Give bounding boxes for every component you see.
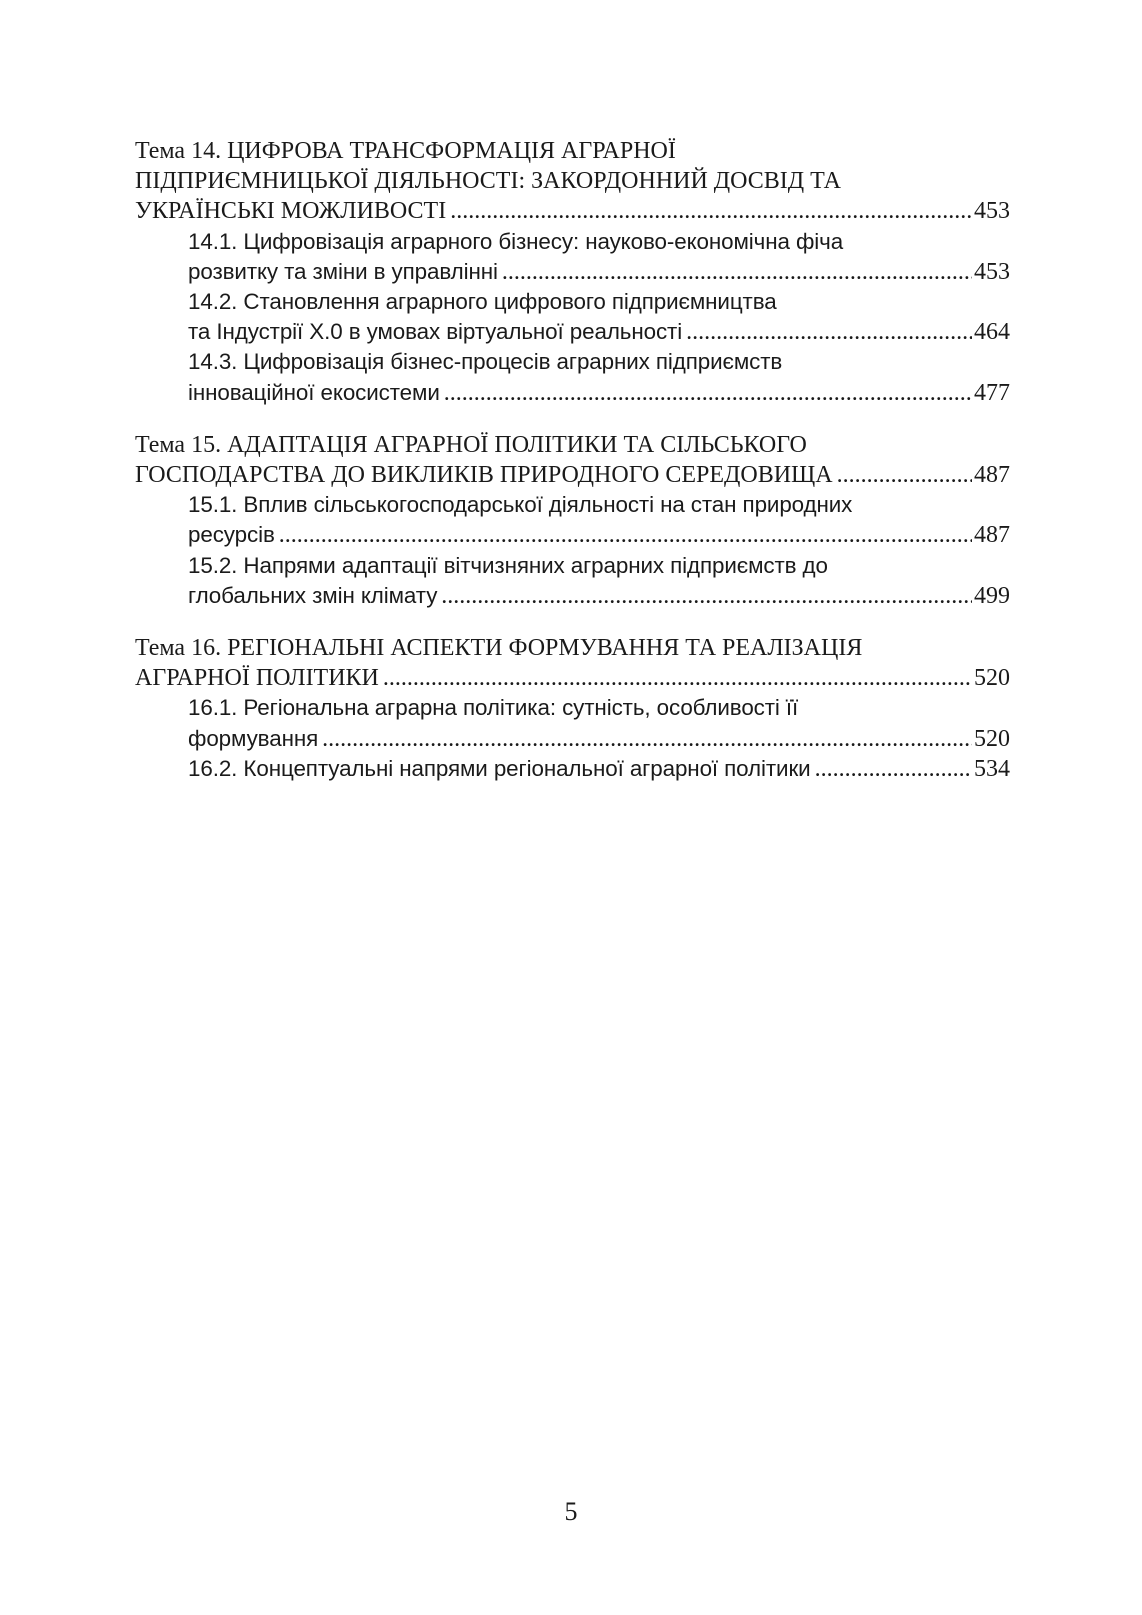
topic-title-line: АГРАРНОЇ ПОЛІТИКИ [135,665,379,692]
dot-leader [450,196,972,226]
section-title-line: 14.2. Становлення аграрного цифрового підприємництва [188,289,777,315]
dot-leader [441,581,972,611]
page-ref: 464 [974,319,1010,346]
page-ref: 477 [974,379,1010,406]
toc-entry[interactable] [188,378,1010,408]
toc-topic-14 [135,136,1010,408]
section-title-line: формування [188,725,319,751]
page-ref: 534 [974,755,1010,782]
toc-entry[interactable] [135,460,1010,490]
page-ref: 520 [974,665,1010,692]
section-title-line: глобальних змін клімату [188,582,438,608]
dot-leader [444,378,972,408]
page-ref: 453 [974,258,1010,285]
section-title-line: 16.1. Регіональна аграрна політика: сутність, особливості її [188,695,799,721]
dot-leader [686,317,972,347]
topic-title-line: Тема 15. АДАПТАЦІЯ АГРАРНОЇ ПОЛІТИКИ ТА СІЛЬСЬКОГО [135,431,807,458]
toc-entry[interactable] [135,196,1010,226]
section-title-line: 15.1. Вплив сільськогосподарської діяльності на стан природних [188,492,853,518]
page-ref: 487 [974,462,1010,489]
toc-entry[interactable] [188,724,1010,754]
topic-title-line: ГОСПОДАРСТВА ДО ВИКЛИКІВ ПРИРОДНОГО СЕРЕДОВИЩА [135,462,833,489]
page-ref: 520 [974,725,1010,752]
toc-entry[interactable] [188,257,1010,287]
topic-title-line: Тема 16. РЕГІОНАЛЬНІ АСПЕКТИ ФОРМУВАННЯ ТА РЕАЛІЗАЦІЯ [135,635,863,662]
toc-entry[interactable] [188,317,1010,347]
page-number: 5 [564,1497,578,1526]
section-title-line: 14.3. Цифровізація бізнес-процесів аграрних підприємств [188,349,783,375]
toc-topic-15 [135,430,1010,611]
section-title-line: 14.1. Цифровізація аграрного бізнесу: науково-економічна фіча [188,228,844,254]
dot-leader [815,754,972,784]
toc-entry[interactable] [188,581,1010,611]
dot-leader [279,520,972,550]
dot-leader [383,663,972,693]
dot-leader [837,460,972,490]
toc-entry[interactable] [188,520,1010,550]
section-title-line: та Індустрії Х.0 в умовах віртуальної реальності [188,319,683,345]
topic-title-line: УКРАЇНСЬКІ МОЖЛИВОСТІ [135,198,447,225]
topic-title-line: ПІДПРИЄМНИЦЬКОЇ ДІЯЛЬНОСТІ: ЗАКОРДОННИЙ ДОСВІД ТА [135,168,841,195]
toc-topic-16 [135,633,1010,784]
section-title-line: ресурсів [188,522,275,548]
toc-entry[interactable] [135,663,1010,693]
section-title-line: 15.2. Напрями адаптації вітчизняних аграрних підприємств до [188,552,828,578]
table-of-contents [135,136,1010,806]
dot-leader [322,724,972,754]
toc-entry[interactable] [188,754,1010,784]
page-ref: 499 [974,582,1010,609]
section-title-line: інноваційної екосистеми [188,379,440,405]
section-title-line: 16.2. Концептуальні напрями регіональної аграрної політики [188,755,811,781]
page-ref: 453 [974,198,1010,225]
section-title-line: розвитку та зміни в управлінні [188,258,498,284]
dot-leader [502,257,972,287]
topic-title-line: Тема 14. ЦИФРОВА ТРАНСФОРМАЦІЯ АГРАРНОЇ [135,138,676,164]
page-ref: 487 [974,522,1010,549]
